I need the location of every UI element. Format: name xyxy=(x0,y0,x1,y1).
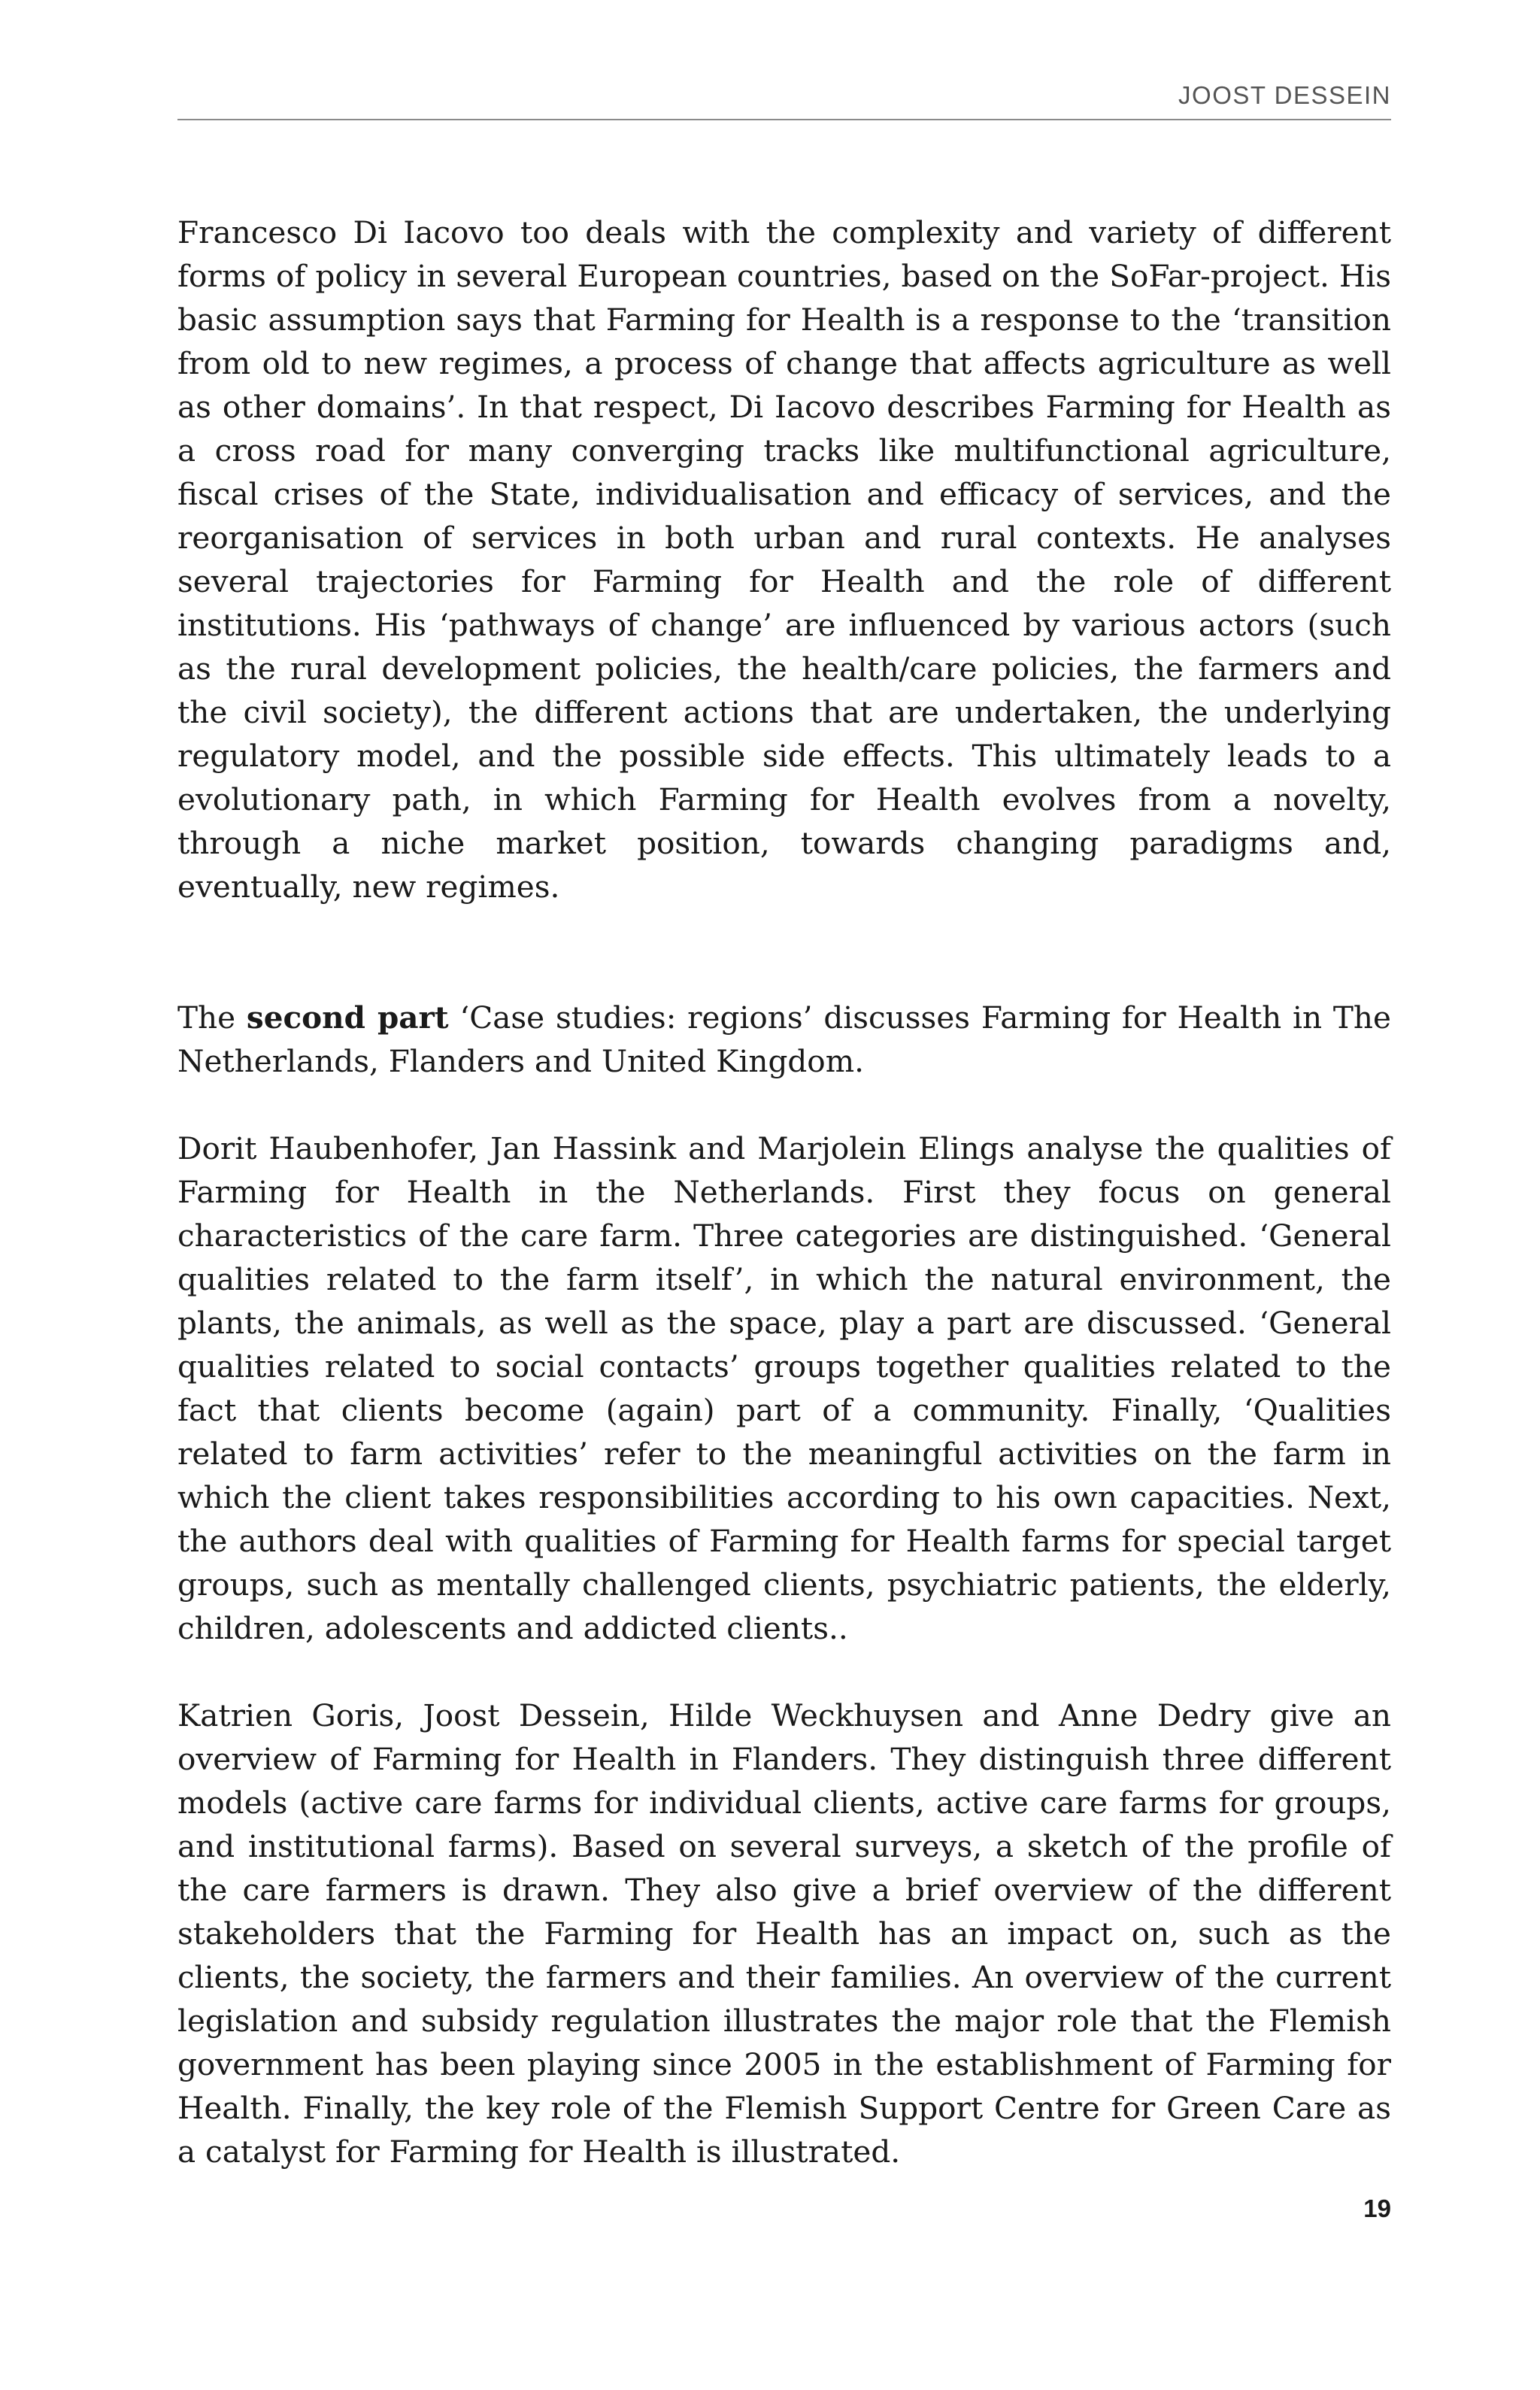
second-part-rest: ‘Case studies: regions’ discusses Farming for Health in The Netherlands, Flanders and United Kingdom. xyxy=(177,999,1391,1079)
paragraph-di-iacovo: Francesco Di Iacovo too deals with the complexity and variety of different forms of policy in several European countries, based on the SoFar-project. His basic assumption says that Farming for Health is a response to the ‘transition from old to new regimes, a process of change that affects agriculture as well as other domains’. In that respect, Di Iacovo describes Farming for Health as a cross road for many converging tracks like multifunctional agriculture, fiscal crises of the State, individualisation and efficacy of services, and the reorganisation of services in both urban and rural contexts. He analyses several trajectories for Farming for Health and the role of different institutions. His ‘pathways of change’ are influenced by various actors (such as the rural development policies, the health/care policies, the farmers and the civil society), the different actions that are undertaken, the underlying regulatory model, and the possible side effects. This ultimately leads to a evolutionary path, in which Farming for Health evolves from a novelty, through a niche market position, towards changing paradigms and, eventually, new regimes. xyxy=(177,214,1391,905)
running-head: JOOST DESSEIN xyxy=(1178,81,1391,109)
second-part-bold: second part xyxy=(246,999,449,1036)
page-number: 19 xyxy=(1363,2194,1391,2222)
body-text xyxy=(177,211,1391,2173)
paragraph-second-part xyxy=(177,996,1391,1083)
second-part-lead: The xyxy=(177,999,247,1036)
paragraph-flanders: Katrien Goris, Joost Dessein, Hilde Weckhuysen and Anne Dedry give an overview of Farming for Health in Flanders. They distinguish three different models (active care farms for individual clients, active care farms for groups, and institutional farms). Based on several surveys, a sketch of the profile of the care farmers is drawn. They also give a brief overview of the different stakeholders that the Farming for Health has an impact on, such as the clients, the society, the farmers and their families. An overview of the current legislation and subsidy regulation illustrates the major role that the Flemish government has been playing since 2005 in the establishment of Farming for Health. Finally, the key role of the Flemish Support Centre for Green Care as a catalyst for Farming for Health is illustrated. xyxy=(177,1697,1391,2170)
header-rule xyxy=(177,119,1391,120)
paragraph-netherlands: Dorit Haubenhofer, Jan Hassink and Marjolein Elings analyse the qualities of Farming for Health in the Netherlands. First they focus on general characteristics of the care farm. Three categories are distinguished. ‘General qualities related to the farm itself’, in which the natural environment, the plants, the animals, as well as the space, play a part are discussed. ‘General qualities related to social contacts’ groups together qualities related to the fact that clients become (again) part of a community. Finally, ‘Qualities related to farm activities’ refer to the meaningful activities on the farm in which the client takes responsibilities according to his own capacities. Next, the authors deal with qualities of Farming for Health farms for special target groups, such as mentally challenged clients, psychiatric patients, the elderly, children, adolescents and addicted clients.. xyxy=(177,1130,1391,1646)
